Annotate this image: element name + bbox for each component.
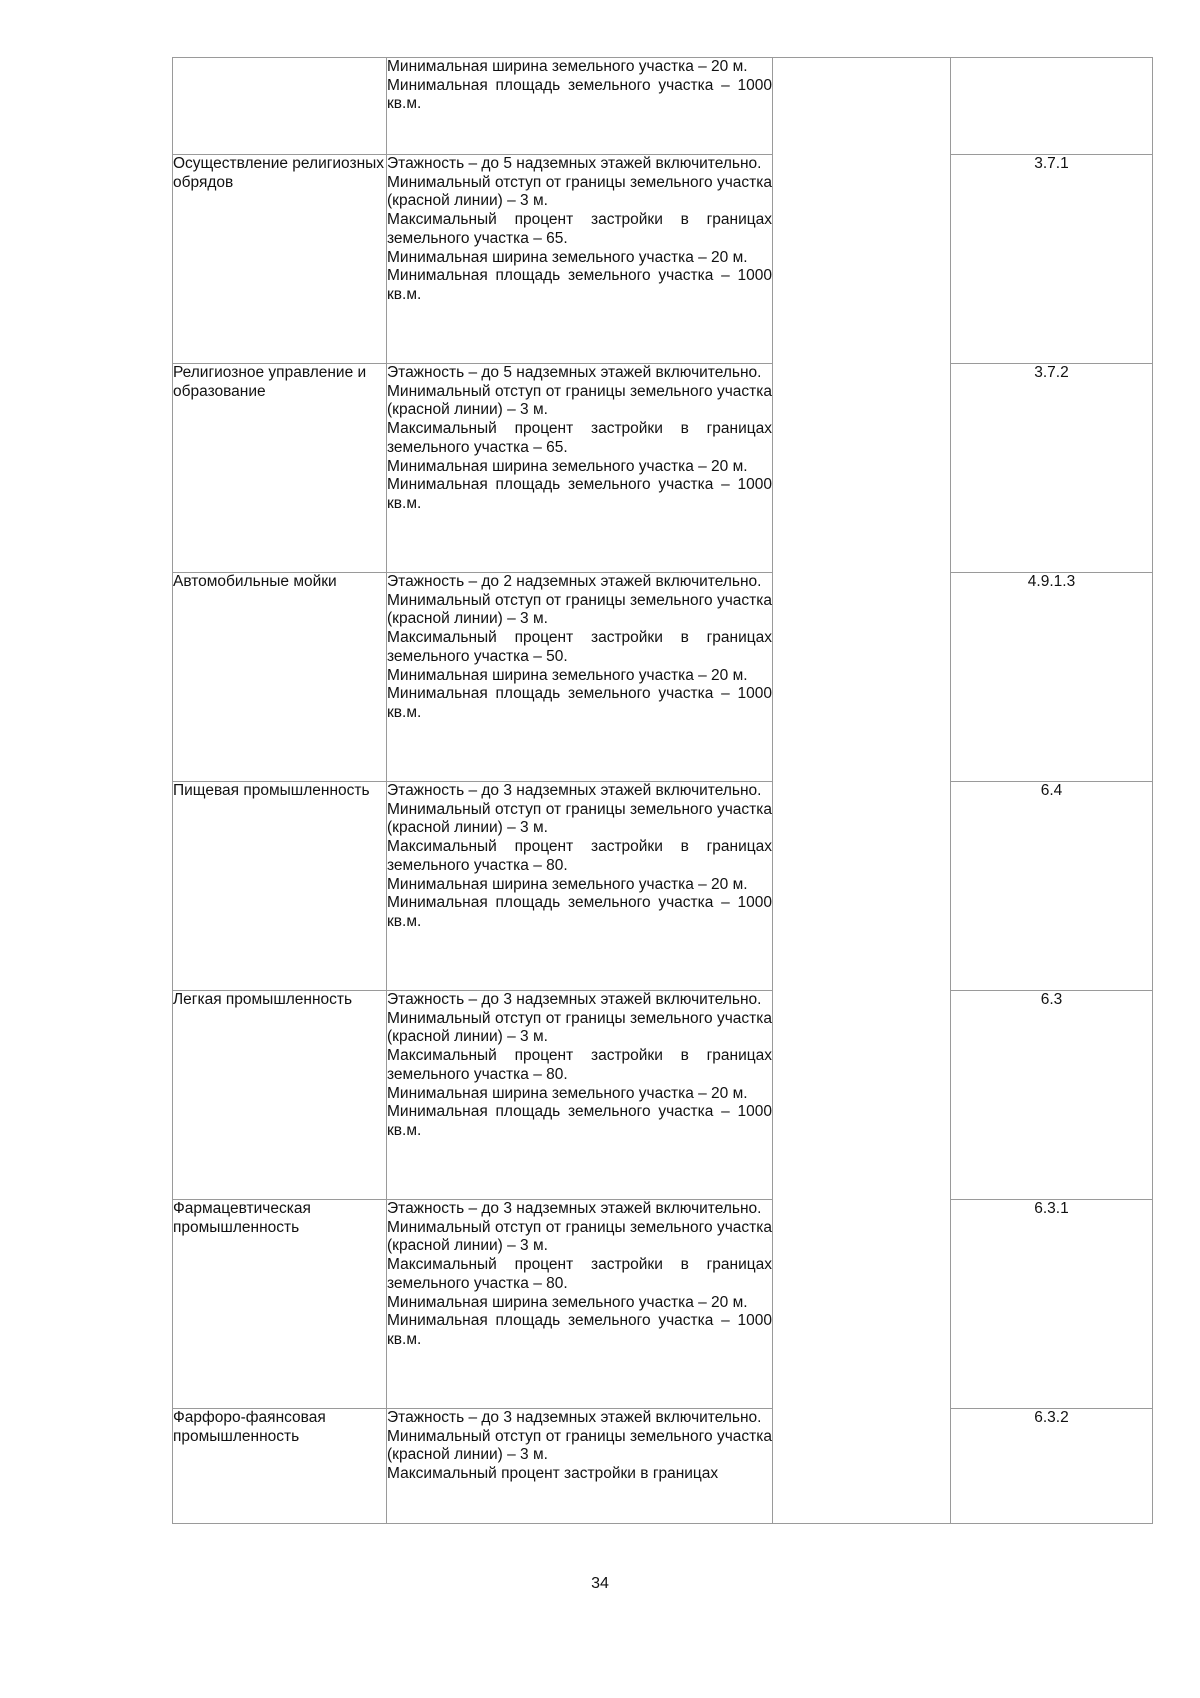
parameter-line: Минимальный отступ от границы земельного участка (красной линии) – 3 м.: [387, 382, 772, 419]
parameter-line: Минимальная ширина земельного участка – 20 м.: [387, 457, 748, 475]
parameter-line: Минимальный отступ от границы земельного участка (красной линии) – 3 м.: [387, 1427, 772, 1464]
use-type-cell: Пищевая промышленность: [173, 782, 387, 991]
use-type-cell: Фарфоро-фаянсовая промышленность: [173, 1409, 387, 1524]
code-cell: 6.4: [951, 782, 1153, 991]
parameter-line: Минимальный отступ от границы земельного участка (красной линии) – 3 м.: [387, 1218, 772, 1255]
code-cell: 4.9.1.3: [951, 573, 1153, 782]
table-row: [173, 1409, 1153, 1524]
parameter-line: Этажность – до 5 надземных этажей включительно.: [387, 155, 762, 172]
parameter-line: Минимальная ширина земельного участка – 20 м.: [387, 248, 748, 266]
page-number: 34: [591, 1575, 609, 1592]
table-row: [173, 1200, 1153, 1409]
parameters-cell: [387, 573, 773, 782]
use-type-cell: Автомобильные мойки: [173, 573, 387, 782]
parameter-line: Минимальная площадь земельного участка – 1000 кв.м.: [387, 1312, 772, 1348]
code-cell: 3.7.2: [951, 364, 1153, 573]
use-type-cell: Осуществление религиозных обрядов: [173, 155, 387, 364]
parameter-line: Этажность – до 2 надземных этажей включительно.: [387, 573, 762, 590]
parameter-line: Максимальный процент застройки в границах земельного участка – 65.: [387, 211, 772, 247]
parameter-line: Минимальная ширина земельного участка – 20 м.: [387, 666, 748, 684]
parameter-line: Минимальный отступ от границы земельного участка (красной линии) – 3 м.: [387, 1009, 772, 1046]
table-row: [173, 364, 1153, 573]
parameter-line: Минимальная площадь земельного участка – 1000 кв.м.: [387, 1103, 772, 1139]
parameter-line: Максимальный процент застройки в границах земельного участка – 80.: [387, 838, 772, 874]
parameter-line: Этажность – до 3 надземных этажей включительно.: [387, 782, 762, 799]
parameter-line: Минимальная площадь земельного участка – 1000 кв.м.: [387, 76, 772, 113]
parameter-line: Минимальная площадь земельного участка – 1000 кв.м.: [387, 894, 772, 930]
parameter-line: Минимальный отступ от границы земельного участка (красной линии) – 3 м.: [387, 173, 772, 210]
parameter-line: Минимальный отступ от границы земельного участка (красной линии) – 3 м.: [387, 800, 772, 837]
table-row: [173, 58, 1153, 155]
parameter-line: Минимальная площадь земельного участка – 1000 кв.м.: [387, 685, 772, 721]
table-row: [173, 155, 1153, 364]
use-type-cell: [173, 58, 387, 155]
code-cell: 6.3.1: [951, 1200, 1153, 1409]
parameter-line: Этажность – до 3 надземных этажей включительно.: [387, 1200, 762, 1217]
parameters-cell: [387, 58, 773, 155]
parameter-line: Максимальный процент застройки в границах земельного участка – 50.: [387, 629, 772, 665]
code-cell: 3.7.1: [951, 155, 1153, 364]
table-row: [173, 782, 1153, 991]
table-row: [173, 573, 1153, 782]
parameter-line: Максимальный процент застройки в границах земельного участка – 80.: [387, 1047, 772, 1083]
parameter-line: Минимальная ширина земельного участка – 20 м.: [387, 1293, 748, 1311]
merged-empty-column: [773, 58, 951, 1524]
use-type-cell: Легкая промышленность: [173, 991, 387, 1200]
parameter-line: Максимальный процент застройки в границах: [387, 1465, 719, 1483]
code-cell: 6.3: [951, 991, 1153, 1200]
parameter-line: Минимальная площадь земельного участка – 1000 кв.м.: [387, 476, 772, 512]
parameter-line: Этажность – до 5 надземных этажей включительно.: [387, 364, 762, 381]
parameters-cell: [387, 1409, 773, 1524]
regulations-table: [172, 57, 1153, 1524]
code-cell: [951, 58, 1153, 155]
parameter-line: Этажность – до 3 надземных этажей включительно.: [387, 1409, 762, 1426]
parameters-cell: [387, 782, 773, 991]
parameters-cell: [387, 364, 773, 573]
parameter-line: Минимальная ширина земельного участка – 20 м.: [387, 875, 748, 893]
use-type-cell: Религиозное управление и образование: [173, 364, 387, 573]
use-type-cell: Фармацевтическая промышленность: [173, 1200, 387, 1409]
parameters-cell: [387, 155, 773, 364]
parameter-line: Максимальный процент застройки в границах земельного участка – 65.: [387, 420, 772, 456]
parameter-line: Этажность – до 3 надземных этажей включительно.: [387, 991, 762, 1008]
parameter-line: Минимальная площадь земельного участка – 1000 кв.м.: [387, 267, 772, 303]
parameters-cell: [387, 991, 773, 1200]
table-row: [173, 991, 1153, 1200]
parameter-line: Максимальный процент застройки в границах земельного участка – 80.: [387, 1256, 772, 1292]
parameter-line: Минимальная ширина земельного участка – 20 м.: [387, 58, 748, 75]
parameter-line: Минимальная ширина земельного участка – 20 м.: [387, 1084, 748, 1102]
code-cell: 6.3.2: [951, 1409, 1153, 1524]
parameters-cell: [387, 1200, 773, 1409]
parameter-line: Минимальный отступ от границы земельного участка (красной линии) – 3 м.: [387, 591, 772, 628]
